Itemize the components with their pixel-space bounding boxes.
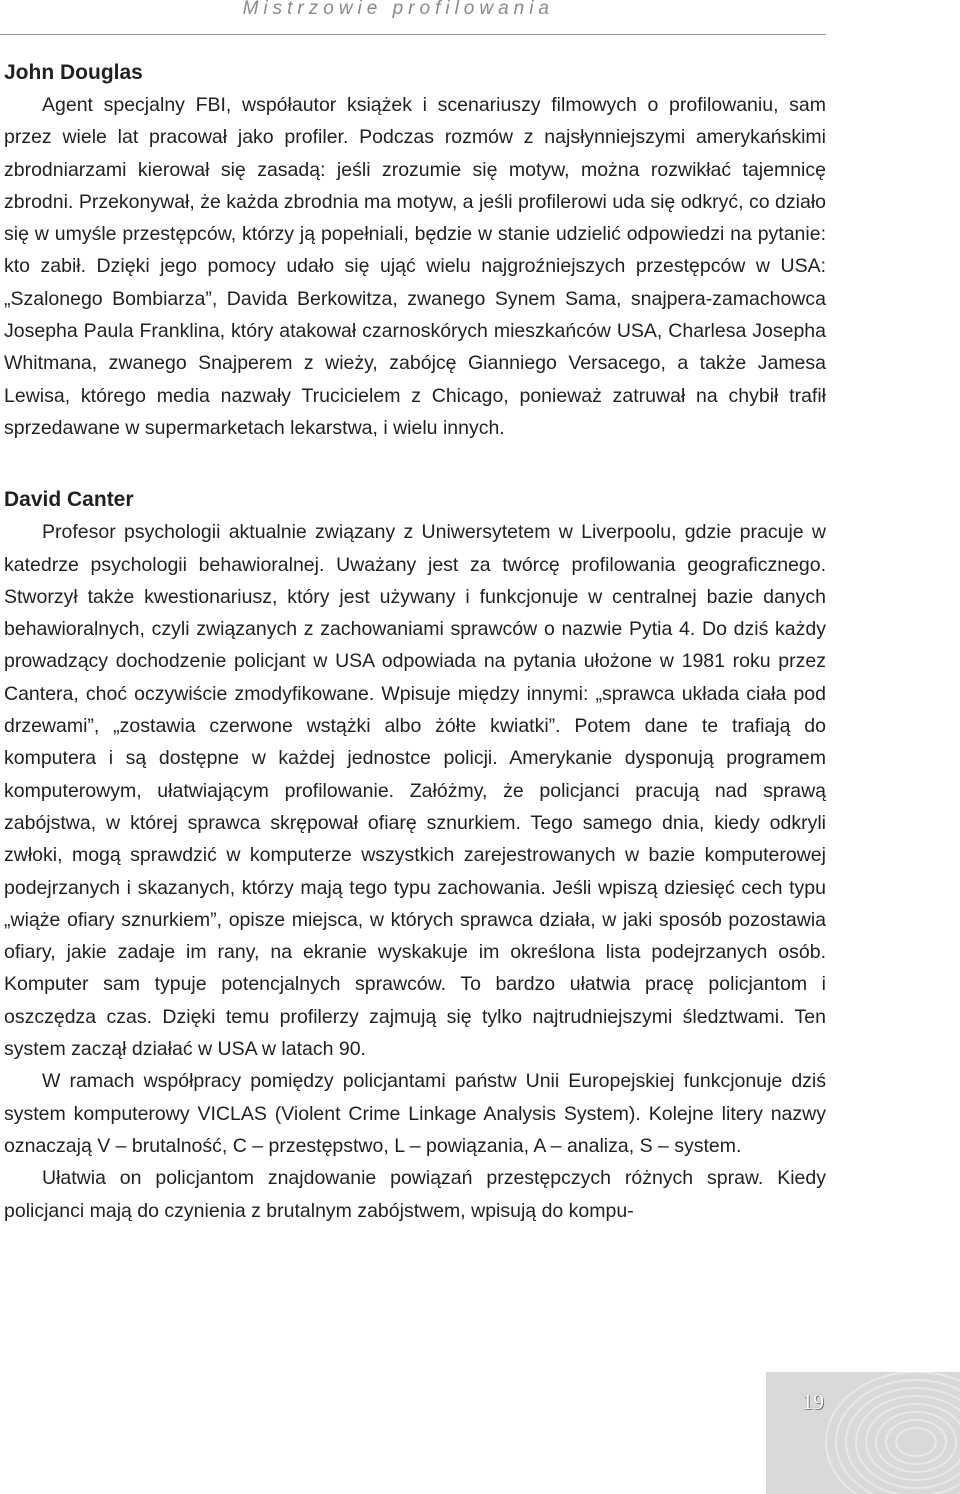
page-header xyxy=(0,0,826,35)
section-heading: John Douglas xyxy=(4,61,143,84)
page-number: 19 xyxy=(802,1389,824,1414)
section-john-douglas xyxy=(4,57,826,444)
section-david-canter xyxy=(4,484,826,1227)
paragraph: Profesor psychologii aktualnie związany z Uniwersytetem w Liverpoolu, gdzie pracuje w katedrze psychologii behawioralnej. Uważany jest za twórcę profilowania geograficznego. Stworzył także kwestionariusz, który jest używany i funkcjonuje w centralnej bazie danych behawioralnych, czyli związanych z zachowaniami sprawców o nazwie Pytia 4. Do dziś każdy prowadzący dochodzenie policjant w USA odpowiada na pytania ułożone w 1981 roku przez Cantera, choć oczywiście zmodyfikowane. Wpisuje między innymi: „sprawca układa ciała pod drzewami”, „zostawia czerwone wstążki albo żółte kwiatki”. Potem dane te trafiają do komputera i są dostępne w każdej jednostce policji. Amerykanie dysponują programem komputerowym, ułatwiającym profilowanie. Załóżmy, że policjanci pracują nad sprawą zabójstwa, w której sprawca skrępował ofiarę sznurkiem. Tego samego dnia, kiedy odkryli zwłoki, mogą sprawdzić w komputerze wszystkich zarejestrowanych w bazie komputerowej podejrzanych i skazanych, którzy mają tego typu zachowania. Jeśli wpiszą dziesięć cech typu „wiąże ofiary sznurkiem”, opisze miejsca, w których sprawca działa, w jaki sposób pozostawia ofiary, jakie zadaje im rany, na ekranie wyskakuje im określona lista podejrzanych osób. Komputer sam typuje potencjalnych sprawców. To bardzo ułatwia pracę policjantom i oszczędza czas. Dzięki temu profilerzy zajmują się tylko najtrudniejszymi śledztwami. Ten system zaczął działać w USA w latach 90. xyxy=(4,521,826,1061)
section-heading: David Canter xyxy=(4,488,134,512)
paragraph: Ułatwia on policjantom znajdowanie powiązań przestępczych różnych spraw. Kiedy policjanci mają do czynienia z brutalnym zabójstwem, wpisują do kompu- xyxy=(4,1167,826,1222)
paragraph: Agent specjalny FBI, współautor książek i scenariuszy filmowych o profilowaniu, sam przez wiele lat pracował jako profiler. Podczas rozmów z najsłynniejszymi amerykańskimi zbrodniarzami kierował się zasadą: jeśli zrozumie się motyw, można rozwikłać tajemnicę zbrodni. Przekonywał, że każda zbrodnia ma motyw, a jeśli profilerowi uda się odkryć, co działo się w umyśle przestępców, którzy ją popełniali, będzie w stanie udzielić odpowiedzi na pytanie: kto zabił. Dzięki jego pomocy udało się ująć wielu najgroźniejszych przestępców w USA: „Szalonego Bombiarza”, Davida Berkowitza, zwanego Synem Sama, snajpera-zamachowca Josepha Paula Franklina, który atakował czarnoskórych mieszkańców USA, Charlesa Josepha Whitmana, zwanego Snajperem z wieży, zabójcę Gianniego Versacego, a także Jamesa Lewisa, którego media nazwały Trucicielem z Chicago, ponieważ zatruwał na chybił trafił sprzedawane w supermarketach lekarstwa, i wielu innych. xyxy=(4,94,826,439)
paragraph: W ramach współpracy pomiędzy policjantami państw Unii Europejskiej funkcjonuje dziś system komputerowy VICLAS (Violent Crime Linkage Analysis System). Kolejne litery nazwy oznaczają V – brutalność, C – przestępstwo, L – powiązania, A – analiza, S – system. xyxy=(4,1070,826,1157)
running-head: Mistrzowie profilowania xyxy=(242,0,554,19)
page-body xyxy=(4,57,826,1227)
